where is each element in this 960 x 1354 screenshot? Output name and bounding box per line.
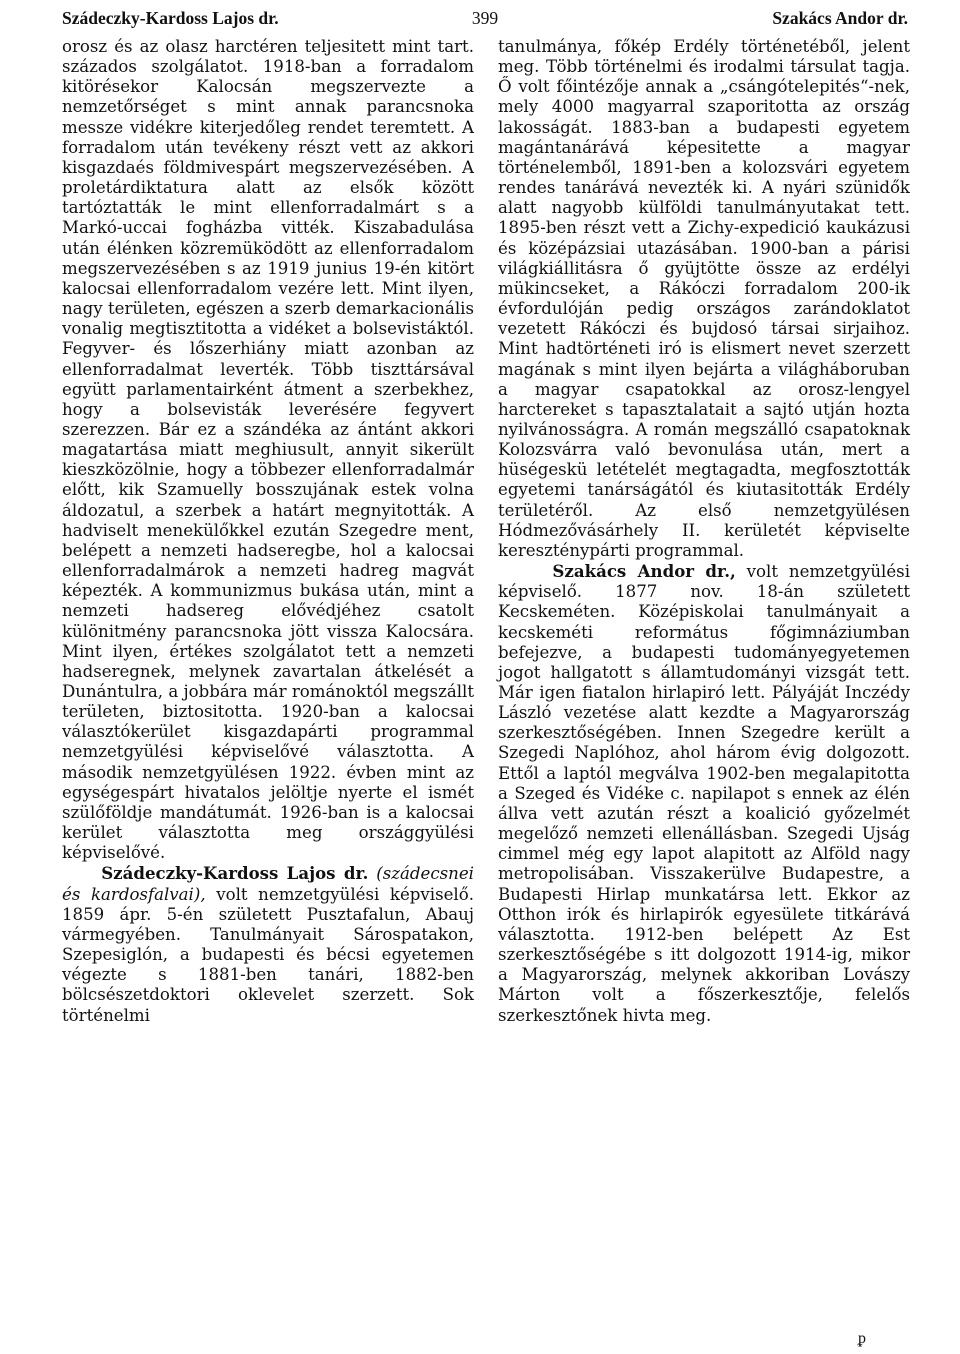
footer-mark: ᵱ (858, 1328, 866, 1347)
page-number: 399 (471, 8, 499, 28)
running-header (62, 4, 908, 32)
entry-name: Szádeczky-Kardoss Lajos dr. (101, 863, 369, 884)
biography-entry (498, 561, 910, 1026)
biography-entry (62, 863, 474, 1025)
entry-name: Szakács Andor dr., (552, 561, 736, 582)
entry-alias: (szádecsnei és kardosfalvai), (62, 864, 474, 904)
left-column (62, 37, 474, 1026)
header-left-name: Szádeczky-Kardoss Lajos dr. (62, 8, 279, 28)
left-paragraph: orosz és az olasz harctéren teljesitett mint tart. százados szolgálatot. 1918-ban a forradalom kitörésekor Kalocsán megszervezte a nemzetőrséget s mint annak parancsnoka messze vidékre kiterjedőleg rendet teremtett. A forradalom után tevékeny részt vett az akkori kisgazdaés földmivespárt megszervezésében. A proletárdiktatura alatt az elsők között tartóztatták le mint ellenforradalmárt s a Markó-uccai fogházba vitték. Kiszabadulása után élénken közremüködött az ellenforradalom megszervezésében s az 1919 junius 19-én kitört kalocsai ellenforradalom vezére lett. Mint ilyen, nagy területen, egészen a szerb demarkacionális vonalig megtisztitotta a vidéket a bolsevistáktól. Fegyver- és lőszerhiány miatt azonban az ellenforradalmat leverték. Több tiszttársával együtt parlamentairként átment a szerbekhez, hogy a bolsevisták leverésére fegyvert szerezzen. Bár ez a szándéka az ántánt akkori magatartása miatt meghiusult, annyit sikerült kieszközölnie, hogy a többezer ellenforradalmár előtt, kik Szamuelly bosszujának estek volna áldozatul, a szerbek a határt megnyitották. A hadviselt menekülőkkel ezután Szegedre ment, belépett a nemzeti hadseregbe, hol a kalocsai ellenforradalmárok a nemzeti hadreg magvát képezték. A kommunizmus bukása után, mint a nemzeti hadsereg elővédjéhez csatolt különitmény parancsnoka jött vissza Kalocsára. Mint ilyen, értékes szolgálatot tett a nemzeti hadseregnek, melynek zavartalan átkelését a Dunántulra, a jobbára már románoktól megszállt területen, biztositotta. 1920-ban a kalocsai választókerület kisgazdapárti programmal nemzetgyülési képviselővé választotta. A második nemzetgyülésen 1922. évben mint az egységespárt hivatalos jelöltje nyerte el ismét szülőföldje mandátumát. 1926-ban is a kalocsai kerület választotta meg országgyülési képviselővé. (62, 37, 474, 863)
header-right-name: Szakács Andor dr. (772, 8, 908, 28)
right-paragraph: tanulmánya, főkép Erdély történetéből, jelent meg. Több történelmi és irodalmi társulat tagja. Ő volt főintézője annak a „csángótelepités“-nek, mely 4000 magyarral szaporitotta az ország lakosságát. 1883-ban a budapesti egyetem magántanárává képesitette a magyar történelemből, 1891-ben a kolozsvári egyetem rendes tanárává nevezték ki. A nyári szünidők alatt nagyobb külföldi tanulmányutakat tett. 1895-ben részt vett a Zichy-expedició kaukázusi és középázsiai utazásában. 1900-ban a párisi világkiállitásra ő gyüjtötte össze az erdélyi mükincseket, a Rákóczi forradalom 200-ik évfordulóján pedig országos zarándoklatot vezetett Rákóczi és bujdosó társai sirjaihoz. Mint hadtörténeti iró is elismert nevet szerzett magának s mint ilyen bejárta a világháboruban a magyar csapatokkal az orosz-lengyel harctereket s tapasztalatait a sajtó utján hozta nyilvánosságra. A román megszálló csapatoknak Kolozsvárra való bevonulása után, mert a hüségeskü letételét megtagadta, megfosztották egyetemi tanárságától és kiutasitották Erdély területéről. Az első nemzetgyülésen Hódmezővásárhely II. kerületét képviselte kereszténypárti programmal. (498, 37, 910, 560)
entry-text: volt nemzetgyülési képviselő. 1877 nov. 18-án született Kecskeméten. Középiskolai tanulmányait a kecskeméti református főgimnáziumban befejezve, a budapesti tudományegyetemen jogot hallgatott s államtudományi vizsgát tett. Már igen fiatalon hirlapiró lett. Pályáját Inczédy László vezetése alatt kezdte a Magyarország szerkesztőségében. Innen Szegedre került a Szegedi Naplóhoz, ahol három évig dolgozott. Ettől a laptól megválva 1902-ben megalapitotta a Szeged és Vidéke c. napilapot s ennek az élén állva vett azután részt a koalició győzelmét megelőző nemzeti ellenállásban. Szegedi Ujság cimmel még egy lapot alapitott az Alföld nagy metropolisában. Visszakerülve Budapestre, a Budapesti Hirlap munkatársa lett. Ekkor az Otthon irók és hirlapirók egyesülete titkárává választotta. 1912-ben belépett Az Est szerkesztőségébe s itt dolgozott 1914-ig, mikor a Magyarország, melynek akkoriban Lovászy Márton volt a főszerkesztője, felelős szerkesztőnek hivta meg. (498, 562, 911, 1025)
entry-text: volt nemzetgyülési képviselő. 1859 ápr. 5-én született Pusztafalun, Abauj vármegyében. Tanulmányait Sárospatakon, Szepesiglón, a budapesti és bécsi egyetemen végezte s 1881-ben tanári, 1882-ben bölcsészetdoktori oklevelet szerzett. Sok történelmi (62, 884, 474, 1025)
right-column (498, 37, 910, 1026)
